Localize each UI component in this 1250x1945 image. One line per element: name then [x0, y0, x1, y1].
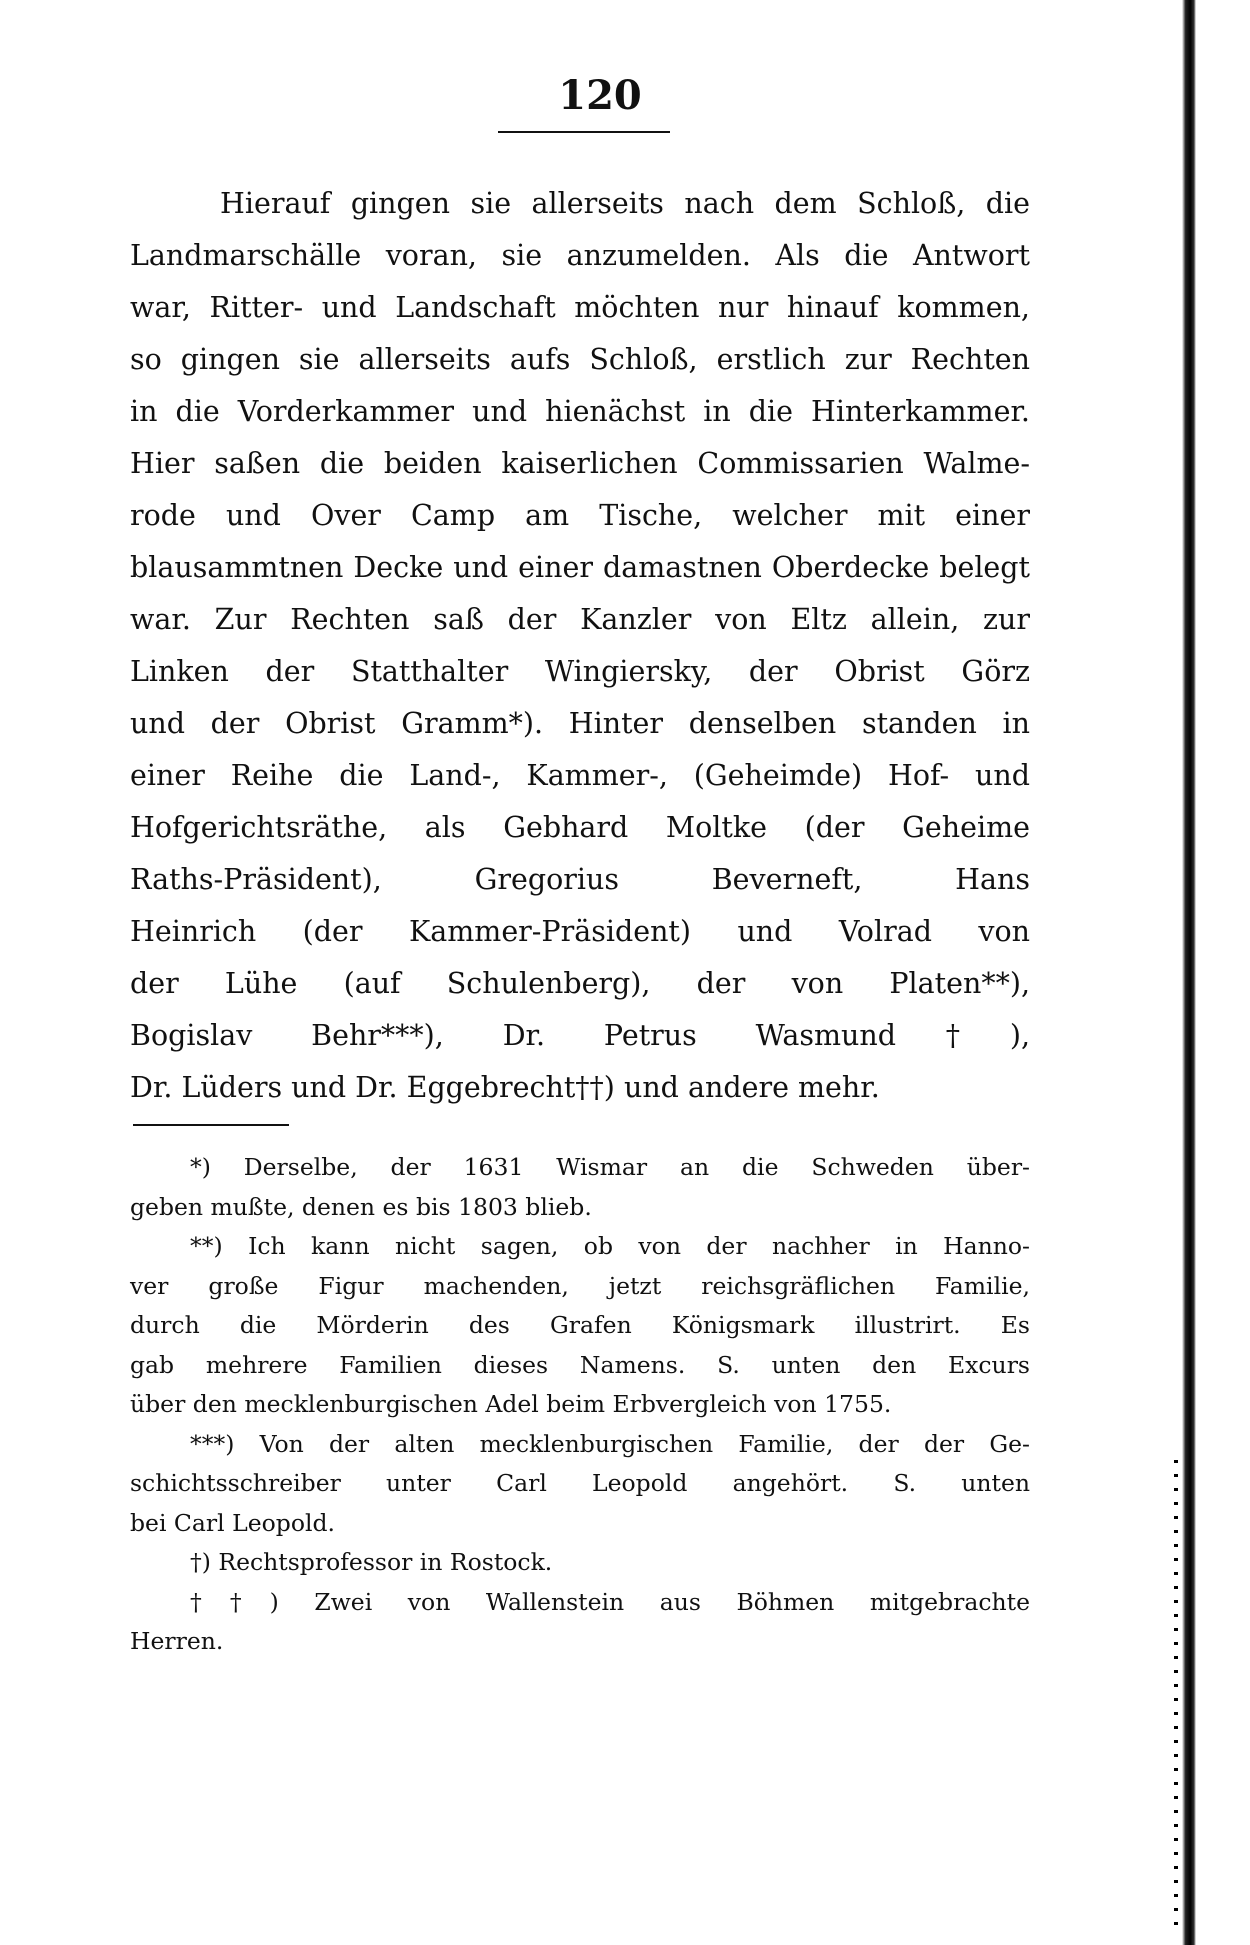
footnotes [130, 1148, 1030, 1662]
page-number-rule [498, 131, 670, 133]
text-line: Linken der Statthalter Wingiersky, der Obrist Görz [130, 655, 1030, 688]
page-edge-shadow [1182, 0, 1196, 1945]
text-line: Hierauf gingen sie allerseits nach dem Schloß, die [220, 187, 1030, 220]
footnote-line: ver große Figur machenden, jetzt reichsgräflichen Familie, [130, 1271, 1030, 1300]
footnote-separator [133, 1124, 289, 1126]
text-line: in die Vorderkammer und hienächst in die Hinterkammer. [130, 395, 1030, 428]
text-line: einer Reihe die Land-, Kammer-, (Geheimde) Hof- und [130, 759, 1030, 792]
text-line: Landmarschälle voran, sie anzumelden. Als die Antwort [130, 239, 1030, 272]
footnote-line: bei Carl Leopold. [130, 1508, 336, 1537]
footnote-line: über den mecklenburgischen Adel beim Erbvergleich von 1755. [130, 1390, 892, 1418]
text-line: Dr. Lüders und Dr. Eggebrecht††) und andere mehr. [130, 1071, 880, 1104]
main-text [130, 178, 1030, 1114]
footnote-line: †) Rechtsprofessor in Rostock. [190, 1548, 553, 1576]
footnote-line: geben mußte, denen es bis 1803 blieb. [130, 1192, 592, 1221]
footnote-line: ††) Zwei von Wallenstein aus Böhmen mitgebrachte [190, 1587, 1030, 1616]
footnote-line: *) Derselbe, der 1631 Wismar an die Schweden über- [190, 1153, 1030, 1181]
page-number: 120 [558, 72, 642, 119]
footnote-line: schichtsschreiber unter Carl Leopold angehört. S. unten [130, 1469, 1030, 1497]
text-line: blausammtnen Decke und einer damastnen Oberdecke belegt [130, 551, 1030, 584]
text-line: war. Zur Rechten saß der Kanzler von Eltz allein, zur [130, 603, 1030, 636]
text-line: Hier saßen die beiden kaiserlichen Commissarien Walme- [130, 447, 1030, 480]
text-line: und der Obrist Gramm*). Hinter denselben standen in [130, 707, 1030, 740]
text-line: Hofgerichtsräthe, als Gebhard Moltke (der Geheime [130, 811, 1030, 844]
text-line: rode und Over Camp am Tische, welcher mit einer [130, 499, 1030, 532]
footnote-line: gab mehrere Familien dieses Namens. S. unten den Excurs [130, 1350, 1030, 1379]
footnote-line: **) Ich kann nicht sagen, ob von der nachher in Hanno- [190, 1232, 1030, 1260]
text-line: war, Ritter- und Landschaft möchten nur hinauf kommen, [130, 291, 1030, 324]
text-line: Heinrich (der Kammer-Präsident) und Volrad von [130, 915, 1030, 948]
footnote-line: Herren. [130, 1627, 224, 1655]
text-line: der Lühe (auf Schulenberg), der von Platen**), [130, 967, 1030, 1000]
text-line: Raths-Präsident), Gregorius Beverneft, Hans [130, 863, 1030, 896]
text-line: so gingen sie allerseits aufs Schloß, erstlich zur Rechten [130, 343, 1030, 376]
footnote-line: ***) Von der alten mecklenburgischen Familie, der der Ge- [190, 1429, 1030, 1458]
text-line: Bogislav Behr***), Dr. Petrus Wasmund†), [130, 1019, 1030, 1052]
footnote-line: durch die Mörderin des Grafen Königsmark illustrirt. Es [130, 1311, 1030, 1339]
